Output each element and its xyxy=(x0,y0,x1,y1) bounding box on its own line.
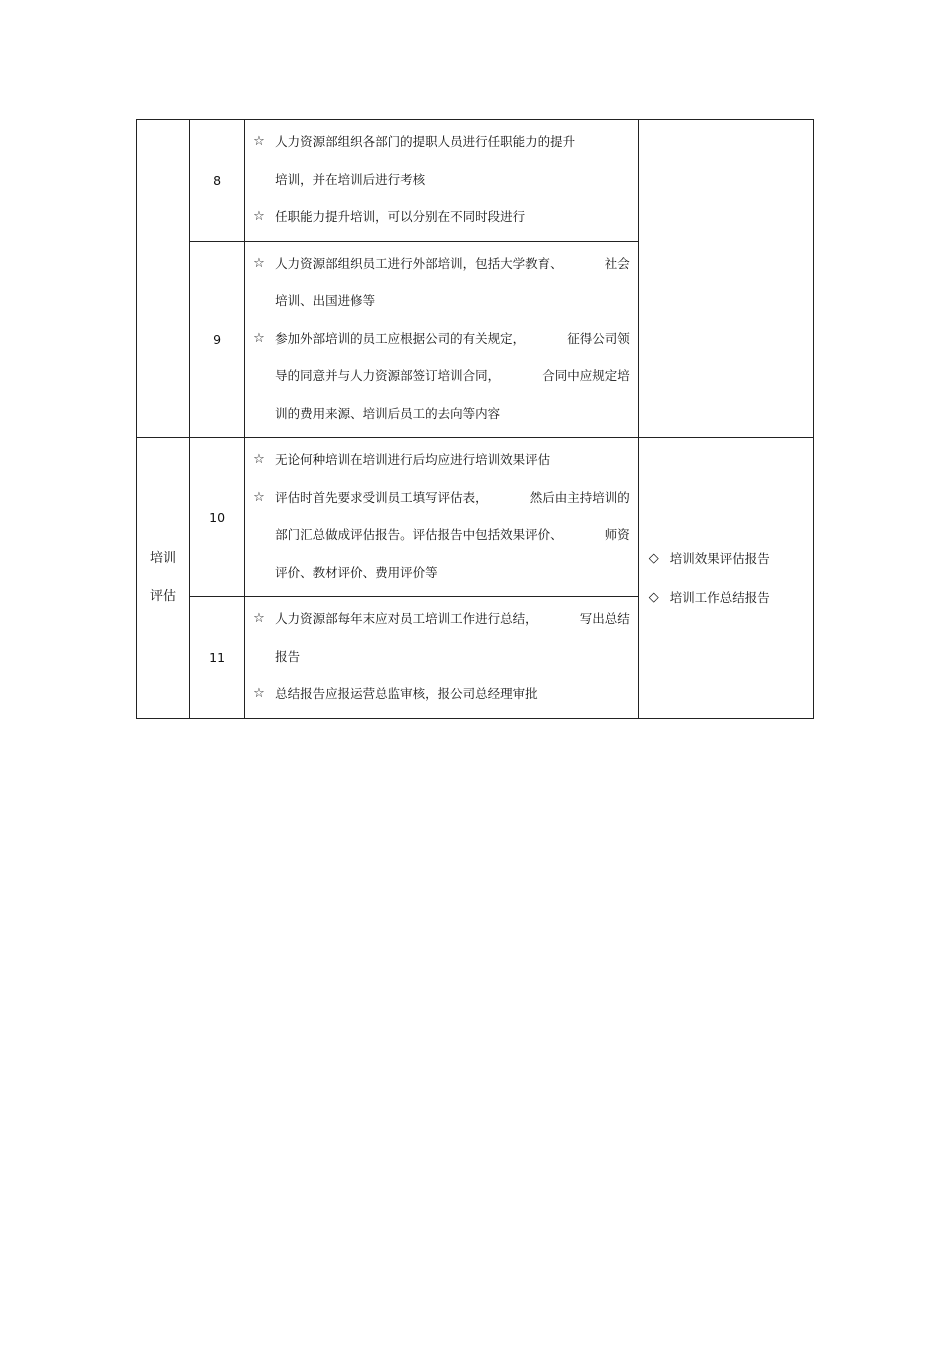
bullet-line xyxy=(275,479,630,517)
bullet-item xyxy=(253,479,630,592)
bullet-text: 合同中应规定培 xyxy=(542,368,630,383)
bullet-text: 参加外部培训的员工应根据公司的有关规定， xyxy=(275,330,526,346)
bullet-line xyxy=(275,357,630,395)
phase-label xyxy=(137,438,190,719)
step-number: 11 xyxy=(190,597,245,719)
output-label: 培训效果评估报告 xyxy=(669,550,770,566)
bullet-text: 评估时首先要求受训员工填写评估表， xyxy=(275,489,488,505)
bullet-item xyxy=(253,441,630,479)
bullet-line xyxy=(275,516,630,554)
star-icon: ☆ xyxy=(253,209,265,224)
output-cell-empty xyxy=(638,120,813,438)
bullet-line xyxy=(275,441,630,479)
bullet-text: 然后由主持培训的 xyxy=(529,489,630,505)
step-content xyxy=(245,597,639,719)
bullet-text: 报告 xyxy=(275,648,301,664)
star-icon: ☆ xyxy=(253,134,265,149)
bullet-line xyxy=(275,282,630,320)
bullet-item xyxy=(253,675,630,713)
phase-label-line: 评估 xyxy=(150,588,177,604)
bullet-line xyxy=(275,395,630,433)
diamond-icon: ◇ xyxy=(648,589,659,605)
star-icon: ☆ xyxy=(253,330,265,346)
bullet-item xyxy=(253,245,630,320)
output-list xyxy=(638,438,813,719)
bullet-line xyxy=(275,320,630,358)
bullet-line xyxy=(275,554,630,592)
star-icon: ☆ xyxy=(253,489,265,505)
phase-cell-empty xyxy=(137,120,190,438)
bullet-text: 无论何种培训在培训进行后均应进行培训效果评估 xyxy=(275,452,551,467)
step-number: 9 xyxy=(190,241,245,438)
process-table xyxy=(136,119,814,719)
star-icon: ☆ xyxy=(253,452,265,467)
bullet-text: 任职能力提升培训，可以分别在不同时段进行 xyxy=(275,209,526,224)
step-number: 8 xyxy=(190,120,245,242)
bullet-line xyxy=(275,123,630,161)
bullet-item xyxy=(253,198,630,236)
bullet-line xyxy=(275,161,630,199)
output-item xyxy=(649,539,813,578)
phase-label-line: 培训 xyxy=(150,550,177,566)
step-content xyxy=(245,120,639,242)
bullet-line xyxy=(275,600,630,638)
bullet-line xyxy=(275,198,630,236)
bullet-line xyxy=(275,675,630,713)
bullet-text: 师资 xyxy=(604,527,630,542)
step-content xyxy=(245,438,639,597)
bullet-line xyxy=(275,245,630,283)
star-icon: ☆ xyxy=(253,255,265,271)
bullet-text: 社会 xyxy=(604,255,630,271)
table-row xyxy=(137,120,814,242)
star-icon: ☆ xyxy=(253,686,265,701)
bullet-text: 部门汇总做成评估报告。评估报告中包括效果评价、 xyxy=(275,527,563,542)
bullet-text: 评价、教材评价、费用评价等 xyxy=(275,564,438,580)
step-content xyxy=(245,241,639,438)
bullet-text: 培训，并在培训后进行考核 xyxy=(275,171,426,187)
bullet-text: 导的同意并与人力资源部签订培训合同， xyxy=(275,368,501,383)
bullet-text: 总结报告应报运营总监审核，报公司总经理审批 xyxy=(275,686,538,701)
bullet-text: 写出总结 xyxy=(579,611,630,626)
bullet-text: 征得公司领 xyxy=(567,330,630,346)
output-label: 培训工作总结报告 xyxy=(669,589,770,605)
bullet-text: 人力资源部组织各部门的提职人员进行任职能力的提升 xyxy=(275,134,576,149)
bullet-text: 人力资源部每年末应对员工培训工作进行总结， xyxy=(275,611,538,626)
star-icon: ☆ xyxy=(253,611,265,626)
table-row xyxy=(137,438,814,597)
bullet-text: 培训、出国进修等 xyxy=(275,293,376,308)
bullet-item xyxy=(253,320,630,433)
bullet-text: 训的费用来源、培训后员工的去向等内容 xyxy=(275,405,501,421)
bullet-text: 人力资源部组织员工进行外部培训，包括大学教育、 xyxy=(275,255,563,271)
diamond-icon: ◇ xyxy=(648,550,659,566)
bullet-item xyxy=(253,123,630,198)
output-item xyxy=(649,578,813,617)
bullet-line xyxy=(275,638,630,676)
step-number: 10 xyxy=(190,438,245,597)
bullet-item xyxy=(253,600,630,675)
